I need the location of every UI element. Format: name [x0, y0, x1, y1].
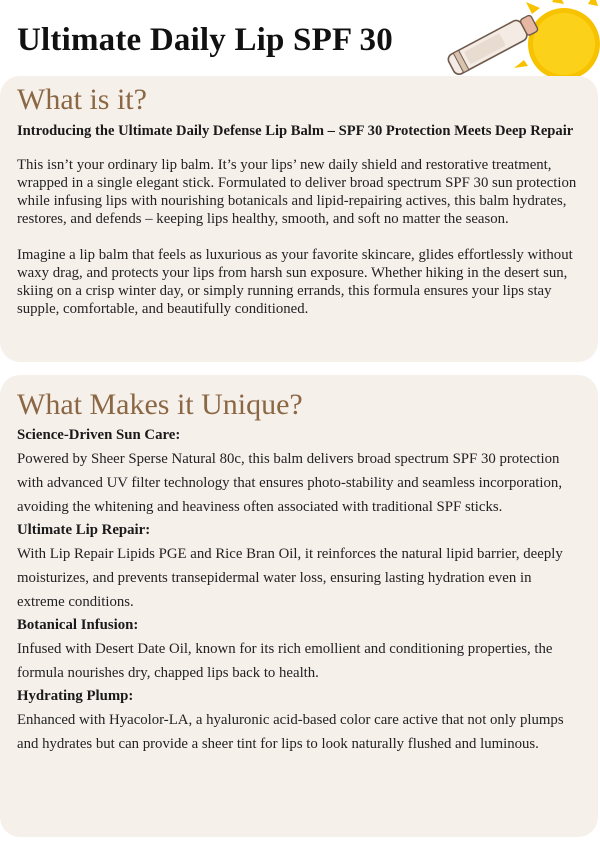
feature-item — [17, 685, 582, 756]
section-heading: What Makes it Unique? — [17, 388, 303, 421]
section-subheading: Introducing the Ultimate Daily Defense Lip Balm – SPF 30 Protection Meets Deep Repair — [17, 123, 574, 139]
feature-item — [17, 519, 582, 614]
section-heading: What is it? — [17, 83, 147, 116]
feature-body: Infused with Desert Date Oil, known for its rich emollient and conditioning properties, the formula nourishes dry, chapped lips back to health. — [17, 641, 553, 681]
feature-title: Science-Driven Sun Care: — [17, 427, 181, 443]
intro-paragraph: This isn’t your ordinary lip balm. It’s your lips’ new daily shield and restorative treatment, wrapped in a single elegant stick. Formulated to deliver broad spectrum SPF 30 sun protection while infusing lips with nourishing botanicals and lipid-repairing actives, this balm hydrates, restores, and defends – keeping lips healthy, smooth, and soft no matter the season. — [17, 157, 577, 227]
lip-balm-icon — [446, 13, 539, 77]
feature-item — [17, 614, 582, 685]
what-makes-it-unique-section — [0, 375, 598, 837]
feature-title: Ultimate Lip Repair: — [17, 522, 151, 538]
feature-body: With Lip Repair Lipids PGE and Rice Bran Oil, it reinforces the natural lipid barrier, deeply moisturizes, and prevents transepidermal water loss, ensuring lasting hydration even in extreme conditions. — [17, 546, 563, 610]
intro-paragraph: Imagine a lip balm that feels as luxurious as your favorite skincare, glides effortlessly without waxy drag, and protects your lips from harsh sun exposure. Whether hiking in the desert sun, skiing on a crisp winter day, or simply running errands, this formula ensures your lips stay supple, comfortable, and beautifully conditioned. — [17, 247, 573, 317]
feature-body: Powered by Sheer Sperse Natural 80c, this balm delivers broad spectrum SPF 30 protection with advanced UV filter technology that ensures photo-stability and seamless incorporation, avoiding the whitening and heaviness often associated with traditional SPF sticks. — [17, 451, 563, 515]
feature-item — [17, 424, 582, 519]
what-is-it-section — [0, 76, 598, 362]
feature-body: Enhanced with Hyacolor-LA, a hyaluronic acid-based color care active that not only plumps and hydrates but can provide a sheer tint for lips to look naturally flushed and luminous. — [17, 712, 564, 752]
feature-title: Botanical Infusion: — [17, 617, 139, 633]
page-title: Ultimate Daily Lip SPF 30 — [17, 22, 393, 58]
feature-title: Hydrating Plump: — [17, 688, 134, 704]
